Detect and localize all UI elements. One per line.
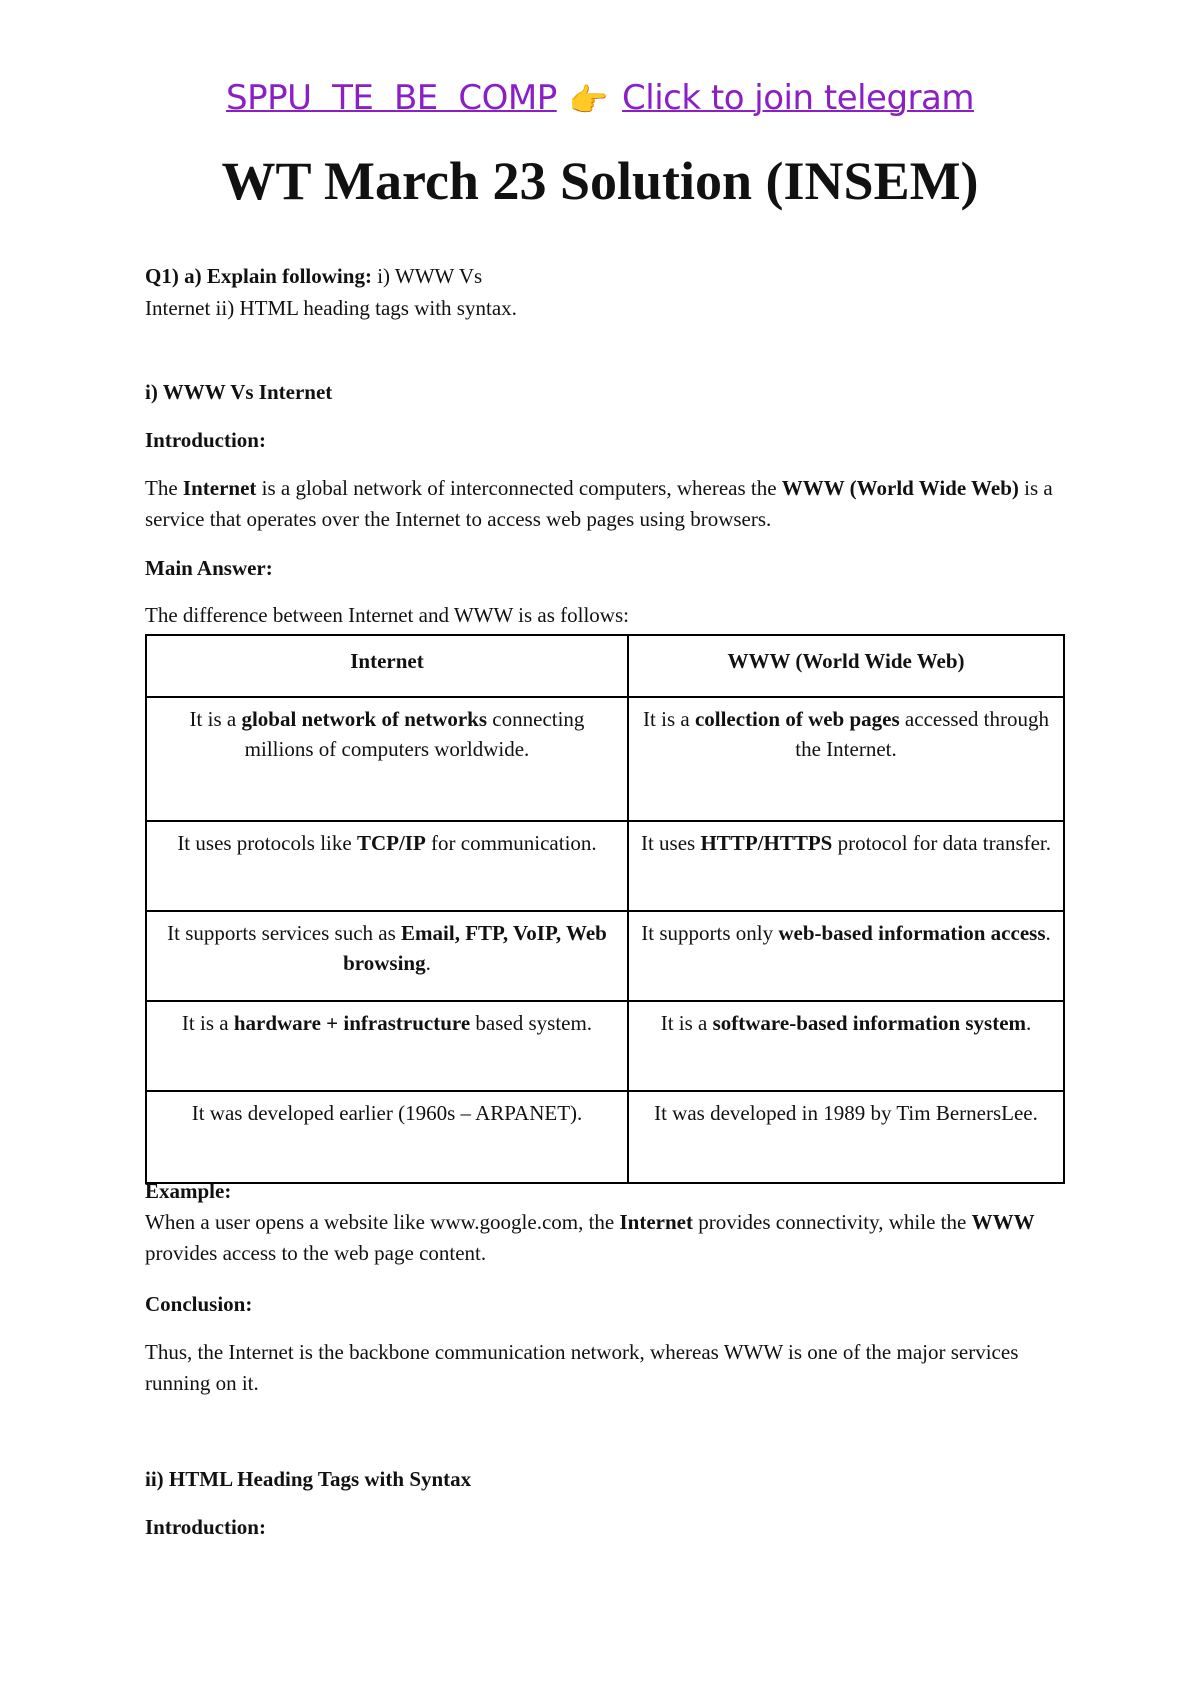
- example-heading: Example:: [145, 1179, 232, 1203]
- table-cell: It is a hardware + infrastructure based system.: [146, 1001, 628, 1091]
- table-cell: It was developed in 1989 by Tim BernersLee.: [628, 1091, 1064, 1183]
- banner-left-text: SPPU TE BE COMP: [225, 78, 557, 118]
- comparison-table: [145, 634, 1065, 1184]
- question-body: i) WWW Vs Internet ii) HTML heading tags with syntax.: [145, 264, 517, 320]
- table-cell: It supports services such as Email, FTP, VoIP, Web browsing.: [146, 911, 628, 1001]
- page-title: WT March 23 Solution (INSEM): [221, 151, 979, 211]
- section1-heading-text: i) WWW Vs Internet: [145, 380, 333, 404]
- example-block: [145, 1176, 1065, 1269]
- question-text: [145, 260, 520, 324]
- example-text-1: When a user opens a website like www.google.com, the: [145, 1210, 620, 1234]
- conclusion-text: Thus, the Internet is the backbone communication network, whereas WWW is one of the major services running on it.: [145, 1340, 1019, 1395]
- table-cell: It was developed earlier (1960s – ARPANET).: [146, 1091, 628, 1183]
- example-bold-2: WWW: [971, 1210, 1035, 1234]
- banner-right-text: Click to join telegram: [622, 78, 974, 118]
- section2-heading-text: ii) HTML Heading Tags with Syntax: [145, 1467, 472, 1491]
- question-label: Q1) a) Explain following:: [145, 264, 372, 288]
- main-answer-heading: [145, 553, 1065, 584]
- intro-text-3: is a service that operates over the Internet to access web pages using browsers.: [145, 476, 1053, 531]
- table-row: [146, 911, 1064, 1001]
- example-text-3: provides access to the web page content.: [145, 1241, 487, 1265]
- intro-text-1: The: [145, 476, 183, 500]
- table-row: [146, 1091, 1064, 1183]
- table-row: [146, 697, 1064, 821]
- telegram-link[interactable]: [226, 78, 974, 118]
- section1-heading: [145, 377, 1065, 408]
- table-cell: It uses protocols like TCP/IP for communication.: [146, 821, 628, 911]
- table-cell: It is a collection of web pages accessed through the Internet.: [628, 697, 1064, 821]
- table-cell: It is a software-based information system.: [628, 1001, 1064, 1091]
- intro-heading: [145, 425, 1065, 456]
- intro-heading-text: Introduction:: [145, 428, 266, 452]
- pointing-hand-icon: 👉: [568, 81, 609, 119]
- telegram-banner: [0, 78, 1200, 119]
- table-row: [146, 821, 1064, 911]
- conclusion-heading: [145, 1289, 1065, 1320]
- section2-intro-heading: [145, 1512, 1065, 1543]
- table-row: [146, 1001, 1064, 1091]
- intro-text-2: is a global network of interconnected computers, whereas the: [256, 476, 782, 500]
- intro-bold-1: Internet: [182, 476, 257, 500]
- table-header-internet: Internet: [146, 635, 628, 697]
- section2-heading: [145, 1464, 1065, 1495]
- example-text-2: provides connectivity, while the: [692, 1210, 972, 1234]
- example-bold-1: Internet: [619, 1210, 693, 1234]
- conclusion-heading-text: Conclusion:: [145, 1292, 253, 1316]
- main-answer-text: The difference between Internet and WWW is as follows:: [145, 603, 629, 627]
- intro-bold-2: WWW (World Wide Web): [781, 476, 1019, 500]
- intro-paragraph: [145, 473, 1065, 535]
- table-cell: It is a global network of networks connecting millions of computers worldwide.: [146, 697, 628, 821]
- table-header-www: WWW (World Wide Web): [628, 635, 1064, 697]
- section2-intro-heading-text: Introduction:: [145, 1515, 266, 1539]
- table-cell: It uses HTTP/HTTPS protocol for data transfer.: [628, 821, 1064, 911]
- table-cell: It supports only web-based information access.: [628, 911, 1064, 1001]
- main-answer-heading-text: Main Answer:: [145, 556, 273, 580]
